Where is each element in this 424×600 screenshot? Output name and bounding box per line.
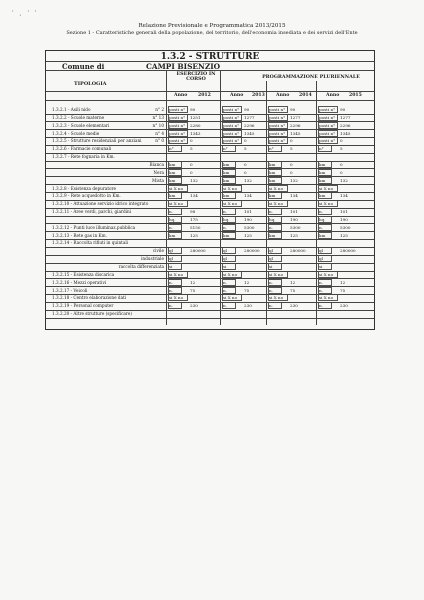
unit-label: n.: [319, 209, 323, 215]
value-cell: 134: [340, 193, 348, 199]
row-label: 1.3.2.15 - Esistenza discarica: [52, 271, 115, 277]
unit-label: ql: [169, 256, 173, 262]
value-cell: 1343: [190, 130, 201, 136]
row-divider: [46, 271, 374, 272]
unit-label: n.: [169, 287, 173, 293]
row-divider: [46, 200, 374, 201]
row-label: 1.3.2.3 - Scuole elementari: [52, 122, 110, 128]
value-cell: 101: [340, 209, 348, 215]
value-cell: 0: [244, 169, 247, 175]
year-2013: 2013: [252, 93, 265, 98]
value-cell: 190: [290, 216, 298, 222]
unit-label: km: [319, 169, 326, 175]
value-cell: 280000: [290, 248, 306, 254]
unit-label: si X no: [223, 185, 238, 191]
unit-label: ql: [223, 248, 227, 254]
value-cell: 1277: [290, 114, 301, 120]
unit-label: km: [319, 177, 326, 183]
value-cell: 5: [190, 146, 193, 152]
value-cell: 0: [290, 169, 293, 175]
row-subtype: industriale: [141, 256, 164, 262]
row-divider: [46, 286, 374, 287]
value-cell: 0: [244, 161, 247, 167]
unit-label: km: [223, 177, 230, 183]
comune-label: Comune di: [62, 62, 105, 71]
unit-label: si X no: [169, 201, 184, 207]
unit-label: posti n°: [319, 122, 336, 128]
row-divider: [46, 114, 374, 115]
unit-label: si: [269, 264, 273, 269]
value-cell: 1345: [340, 130, 351, 136]
unit-label: si X no: [269, 271, 284, 277]
esercizio-heading: ESERCIZIO IN CORSO: [176, 71, 216, 83]
value-cell: 230: [244, 303, 252, 309]
row-divider: [46, 302, 374, 303]
margin-mark: ' , ' ': [12, 10, 39, 17]
unit-label: n.: [269, 209, 273, 215]
unit-label: ql: [223, 256, 227, 262]
row-label: 1.3.2.4 - Scuole medie: [52, 130, 100, 136]
strutture-table: [45, 50, 375, 330]
unit-label: posti n°: [223, 122, 240, 128]
value-cell: 132: [244, 177, 252, 183]
tipologia-heading: TIPOLOGIA: [74, 81, 107, 87]
value-cell: 134: [190, 193, 198, 199]
value-cell: 230: [340, 303, 348, 309]
unit-label: km: [269, 169, 276, 175]
value-cell: 90: [190, 107, 196, 112]
unit-label: posti n°: [223, 130, 240, 136]
row-divider: [46, 318, 374, 319]
value-cell: 134: [244, 193, 252, 199]
unit-label: ql: [319, 256, 323, 262]
row-divider: [46, 208, 374, 209]
value-cell: 90: [340, 107, 346, 112]
document-header-subtitle: Sezione 1 - Caratteristiche generali della popolazione, del territorio, dell'economia insediata e dei servizi dell'Ente: [66, 30, 358, 36]
value-cell: 101: [290, 209, 298, 215]
value-cell: 75: [340, 287, 346, 293]
value-cell: 280000: [190, 248, 206, 254]
value-cell: 1277: [340, 114, 351, 120]
unit-label: km: [223, 232, 230, 238]
row-subtype: n° 13: [152, 114, 164, 120]
value-cell: 125: [340, 232, 348, 238]
unit-label: n.: [269, 224, 273, 230]
row-divider: [46, 184, 374, 185]
unit-label: n.: [319, 303, 323, 309]
row-label: 1.3.2.10 - Attuazione servizio idrico integrato: [52, 201, 149, 207]
unit-label: posti n°: [319, 114, 336, 120]
unit-label: n°: [223, 146, 228, 152]
unit-label: km: [223, 169, 230, 175]
row-subtype: raccolta differenziata: [118, 264, 164, 269]
row-divider: [46, 61, 374, 62]
unit-label: si: [319, 264, 323, 269]
row-divider: [46, 137, 374, 138]
row-divider: [46, 168, 374, 169]
unit-label: n.: [223, 303, 227, 309]
row-label: 1.3.2.20 - Altre strutture (specificare): [52, 311, 133, 317]
year-2014: 2014: [299, 93, 312, 98]
anno-label: Anno: [326, 93, 340, 98]
unit-label: si X no: [319, 271, 334, 277]
value-cell: 1345: [244, 130, 255, 136]
row-divider: [46, 231, 374, 232]
row-divider: [46, 176, 374, 177]
unit-label: km: [169, 177, 176, 183]
value-cell: 125: [190, 232, 198, 238]
year-2015: 2015: [349, 93, 362, 98]
unit-label: n.: [223, 279, 227, 285]
unit-label: n°: [269, 146, 274, 152]
unit-label: km: [269, 161, 276, 167]
row-divider: [46, 129, 374, 130]
row-label: 1.3.2.16 - Mezzi operativi: [52, 279, 107, 285]
unit-label: si X no: [169, 295, 184, 301]
value-cell: 75: [244, 287, 250, 293]
unit-label: posti n°: [169, 138, 186, 144]
row-label: 1.3.2.8 - Esistenza depuratore: [52, 185, 117, 191]
row-subtype: Nera: [153, 169, 164, 175]
row-label: 1.3.2.13 - Rete gas in Km.: [52, 232, 107, 238]
unit-label: km: [169, 193, 176, 199]
programmazione-heading: PROGRAMMAZIONE PLURIENNALE: [262, 74, 360, 80]
value-cell: 5: [290, 146, 293, 152]
row-divider: [46, 278, 374, 279]
unit-label: posti n°: [169, 114, 186, 120]
unit-label: n.: [319, 279, 323, 285]
row-subtype: Bianca: [149, 161, 164, 167]
value-cell: 230: [290, 303, 298, 309]
unit-label: si X no: [223, 201, 238, 207]
unit-label: hq.: [223, 216, 230, 222]
unit-label: si X no: [223, 271, 238, 277]
unit-label: si X no: [269, 185, 284, 191]
value-cell: 2296: [340, 122, 351, 128]
value-cell: 12: [340, 279, 346, 285]
row-label: 1.3.2.14 - Raccolta rifiuti in quintali: [52, 240, 129, 246]
value-cell: 5300: [290, 224, 301, 230]
unit-label: si X no: [169, 185, 184, 191]
row-subtype: civile: [152, 248, 164, 254]
unit-label: n.: [223, 209, 227, 215]
anno-label: Anno: [276, 93, 290, 98]
row-label: 1.3.2.9 - Rete acquedotto in Km.: [52, 193, 121, 199]
value-cell: 132: [190, 177, 198, 183]
unit-label: hq.: [269, 216, 276, 222]
row-divider: [46, 121, 374, 122]
unit-label: si: [223, 264, 227, 269]
unit-label: km: [319, 232, 326, 238]
unit-label: posti n°: [319, 138, 336, 144]
row-divider: [46, 294, 374, 295]
value-cell: 175: [190, 216, 198, 222]
value-cell: 1345: [290, 130, 301, 136]
value-cell: 2296: [244, 122, 255, 128]
comune-value: CAMPI BISENZIO: [146, 62, 221, 71]
unit-label: n.: [269, 287, 273, 293]
row-divider: [46, 91, 374, 92]
unit-label: si X no: [169, 271, 184, 277]
value-cell: 101: [244, 209, 252, 215]
row-label: 1.3.2.2 - Scuole materne: [52, 114, 105, 120]
unit-label: posti n°: [169, 122, 186, 128]
row-divider: [46, 161, 374, 162]
column-divider: [266, 81, 267, 325]
unit-label: posti n°: [319, 130, 336, 136]
unit-label: posti n°: [269, 130, 286, 136]
unit-label: si X no: [319, 295, 334, 301]
value-cell: 5: [340, 146, 343, 152]
unit-label: km: [319, 193, 326, 199]
value-cell: 0: [290, 161, 293, 167]
unit-label: n.: [269, 279, 273, 285]
unit-label: posti n°: [269, 114, 286, 120]
value-cell: 5300: [340, 224, 351, 230]
unit-label: n.: [319, 287, 323, 293]
unit-label: n.: [169, 224, 173, 230]
row-divider: [46, 153, 374, 154]
row-label: 1.3.2.5 - Strutture residenziali per anziani: [52, 138, 142, 144]
unit-label: ql: [269, 256, 273, 262]
row-divider: [46, 255, 374, 256]
row-divider: [46, 239, 374, 240]
value-cell: 280000: [340, 248, 356, 254]
value-cell: 0: [190, 169, 193, 175]
row-subtype: Mista: [152, 177, 164, 183]
unit-label: n.: [169, 209, 173, 215]
value-cell: 12: [290, 279, 296, 285]
row-label: 1.3.2.7 - Rete fognaria in Km.: [52, 154, 115, 160]
unit-label: posti n°: [319, 107, 336, 112]
value-cell: 5150: [190, 224, 201, 230]
document-header-title: Relazione Previsionale e Programmatica 2013/2015: [138, 23, 286, 29]
row-divider: [46, 100, 374, 101]
unit-label: hq.: [169, 216, 176, 222]
unit-label: ql: [269, 248, 273, 254]
unit-label: km: [269, 193, 276, 199]
value-cell: 1277: [244, 114, 255, 120]
value-cell: 0: [340, 169, 343, 175]
value-cell: 132: [340, 177, 348, 183]
value-cell: 2280: [190, 122, 201, 128]
unit-label: n.: [169, 303, 173, 309]
row-label: 1.3.2.18 - Centro elaborazione dati: [52, 295, 127, 301]
value-cell: 280000: [244, 248, 260, 254]
row-label: 1.3.2.19 - Personal computer: [52, 303, 114, 309]
row-label: 1.3.2.17 - Veicoli: [52, 287, 88, 293]
value-cell: 0: [190, 138, 193, 144]
row-subtype: n° 10: [152, 122, 164, 128]
value-cell: 125: [244, 232, 252, 238]
unit-label: posti n°: [269, 138, 286, 144]
unit-label: si X no: [269, 295, 284, 301]
value-cell: 75: [190, 287, 196, 293]
unit-label: si: [169, 264, 173, 269]
value-cell: 0: [340, 161, 343, 167]
unit-label: km: [269, 177, 276, 183]
unit-label: posti n°: [223, 138, 240, 144]
unit-label: si X no: [269, 201, 284, 207]
unit-label: posti n°: [223, 114, 240, 120]
unit-label: si X no: [223, 295, 238, 301]
row-divider: [46, 310, 374, 311]
unit-label: km: [223, 161, 230, 167]
value-cell: 12: [244, 279, 250, 285]
unit-label: si X no: [319, 185, 334, 191]
row-divider: [46, 223, 374, 224]
unit-label: posti n°: [269, 107, 286, 112]
row-divider: [46, 216, 374, 217]
value-cell: 230: [190, 303, 198, 309]
value-cell: 0: [290, 138, 293, 144]
row-label: 1.3.2.11 - Aree verdi, parchi, giardini: [52, 209, 132, 215]
unit-label: km: [319, 161, 326, 167]
value-cell: 132: [290, 177, 298, 183]
row-divider: [46, 247, 374, 248]
row-label: 1.3.2.1 - Asili nido: [52, 107, 91, 112]
unit-label: posti n°: [223, 107, 240, 112]
year-2012: 2012: [198, 93, 211, 98]
unit-label: km: [269, 232, 276, 238]
row-subtype: n° 4: [155, 130, 164, 136]
column-divider: [316, 81, 317, 325]
value-cell: 90: [290, 107, 296, 112]
unit-label: si X no: [319, 201, 334, 207]
row-subtype: n° 2: [155, 107, 164, 112]
unit-label: n.: [223, 224, 227, 230]
anno-label: Anno: [230, 93, 244, 98]
value-cell: 190: [340, 216, 348, 222]
anno-label: Anno: [174, 93, 188, 98]
unit-label: posti n°: [169, 130, 186, 136]
value-cell: 0: [244, 138, 247, 144]
value-cell: 2296: [290, 122, 301, 128]
unit-label: n.: [169, 279, 173, 285]
value-cell: 0: [340, 138, 343, 144]
section-title: 1.3.2 - STRUTTURE: [160, 52, 260, 62]
unit-label: n.: [223, 287, 227, 293]
unit-label: km: [169, 161, 176, 167]
unit-label: hq.: [319, 216, 326, 222]
unit-label: km: [169, 169, 176, 175]
row-divider: [46, 192, 374, 193]
value-cell: 90: [244, 107, 250, 112]
unit-label: n°: [319, 146, 324, 152]
row-divider: [46, 145, 374, 146]
value-cell: 0: [190, 161, 193, 167]
value-cell: 75: [290, 287, 296, 293]
unit-label: posti n°: [269, 122, 286, 128]
value-cell: 125: [290, 232, 298, 238]
unit-label: ql: [169, 248, 173, 254]
row-divider: [46, 70, 374, 71]
row-label: 1.3.2.12 - Punti luce illuminaz.pubblica: [52, 224, 136, 230]
row-subtype: n° 0: [155, 138, 164, 144]
value-cell: 12: [190, 279, 196, 285]
unit-label: posti n°: [169, 107, 186, 112]
value-cell: 5300: [244, 224, 255, 230]
unit-label: km: [169, 232, 176, 238]
unit-label: km: [223, 193, 230, 199]
value-cell: 1251: [190, 114, 201, 120]
row-divider: [46, 263, 374, 264]
value-cell: 98: [190, 209, 196, 215]
value-cell: 134: [290, 193, 298, 199]
value-cell: 5: [244, 146, 247, 152]
row-label: 1.3.2.6 - Farmacie comunali: [52, 146, 112, 152]
unit-label: n.: [319, 224, 323, 230]
unit-label: ql: [319, 248, 323, 254]
unit-label: n.: [269, 303, 273, 309]
unit-label: n°: [169, 146, 174, 152]
value-cell: 190: [244, 216, 252, 222]
